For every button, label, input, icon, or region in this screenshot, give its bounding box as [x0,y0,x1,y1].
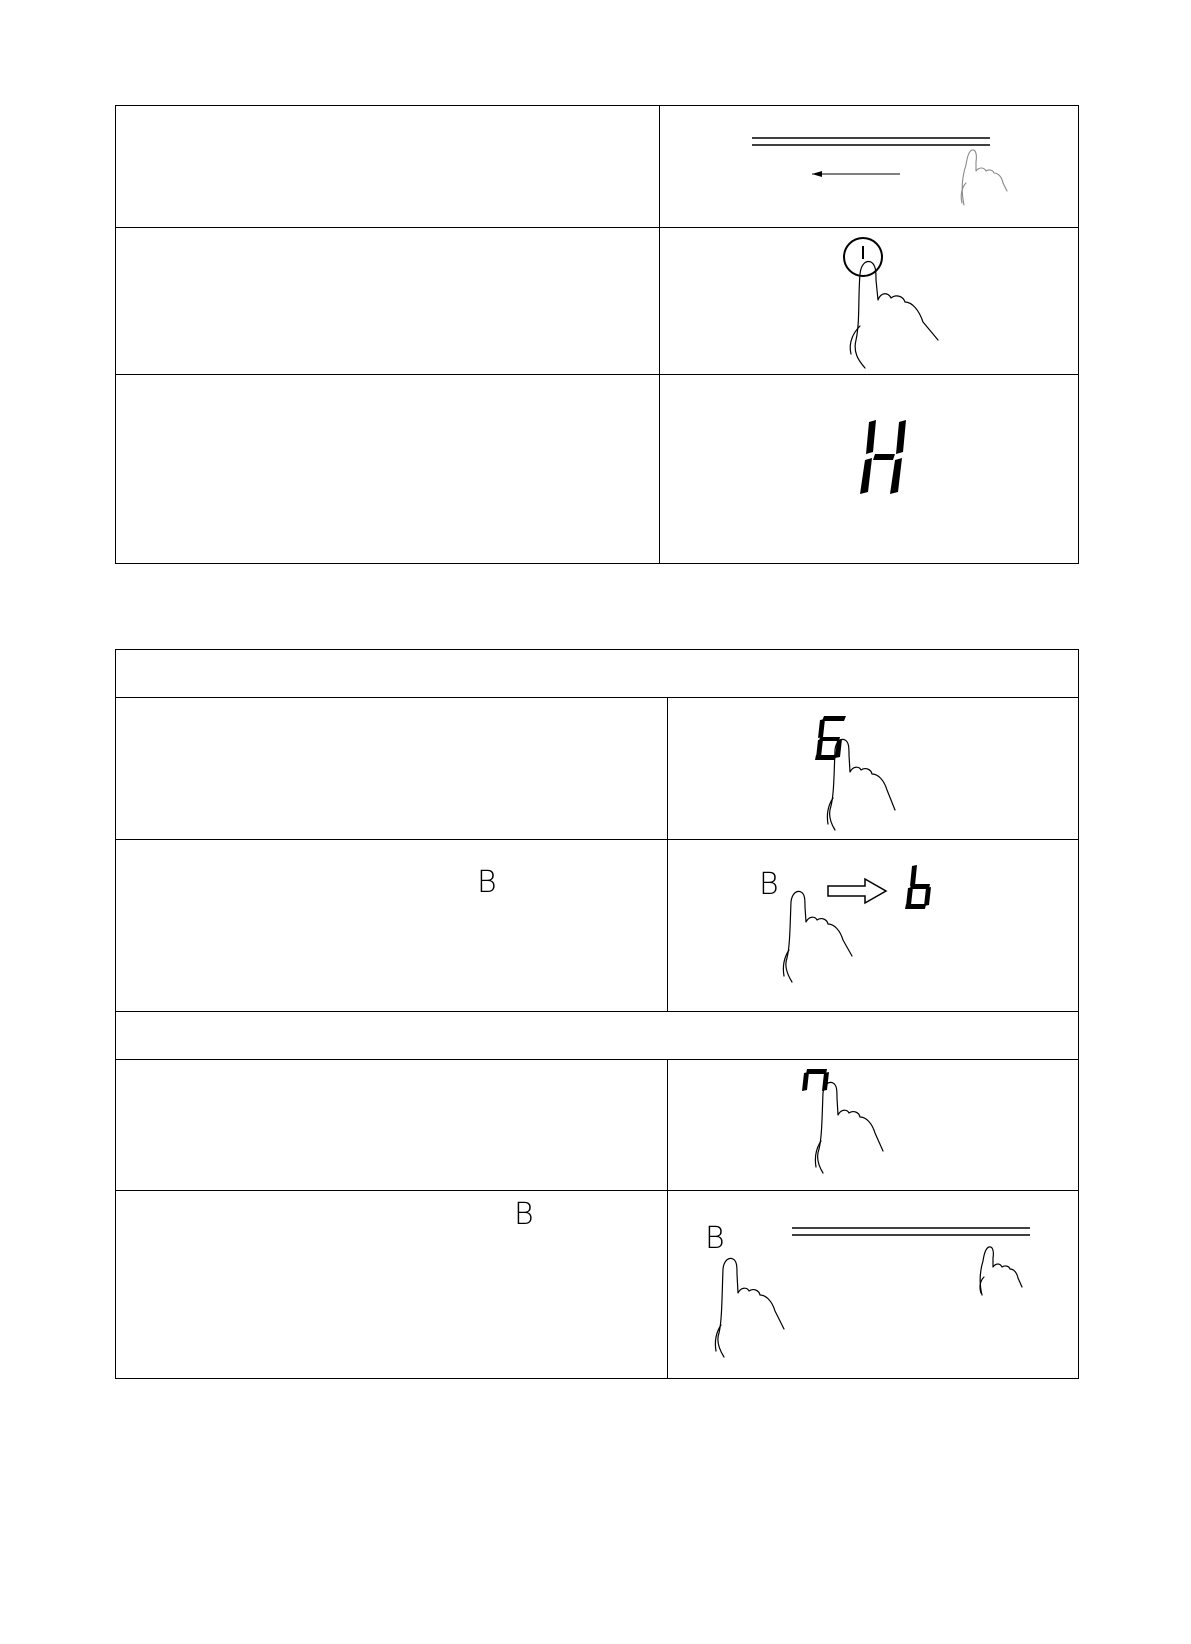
button-b-press-illustration [740,860,970,990]
table-2-section-divider-top [115,1011,1079,1012]
display-6-press-illustration [810,710,930,835]
power-button-press-illustration [820,230,960,370]
slider-track-icon [792,1228,1030,1235]
display-6-text: 6 [810,710,811,711]
display-h [855,418,935,498]
seven-segment-display [815,716,846,760]
illustration-button-b-2: B [705,1221,725,1256]
button-b-slider-illustration [700,1215,1060,1365]
table-1-row-divider-2 [115,374,1079,375]
display-b-text [910,870,911,871]
table-1-row-divider-1 [115,227,1079,228]
arrow-left-icon [812,171,900,177]
table-2-column-divider-a [667,697,668,1011]
button-b-label: B [477,865,497,900]
finger-touch-icon [961,150,1007,205]
display-h-text [855,418,856,419]
hollow-arrow-right-icon [828,879,886,903]
seven-segment-display [905,865,931,909]
finger-touch-icon [980,1247,1022,1295]
table-2-row-divider-1 [115,839,1079,840]
power-icon [844,238,882,276]
table-2-section-divider-bottom [115,1059,1079,1060]
seven-segment-display [802,1069,829,1091]
slider-track-icon [752,138,990,145]
button-b-label-2: B [514,1197,534,1232]
table-1-column-divider [659,105,660,564]
illustration-button-b: B [759,867,779,902]
seven-segment-display [855,418,935,498]
table-2-header-divider [115,697,1079,698]
table-2-column-divider-b [667,1059,668,1379]
finger-touch-icon [850,262,938,369]
finger-touch-icon [783,891,852,982]
finger-touch-icon [715,1258,784,1357]
slider-swipe-left-illustration [700,125,1040,215]
display-n-press-illustration [795,1063,905,1183]
display-n-text: n [795,1063,796,1064]
table-2-row-divider-2 [115,1190,1079,1191]
finger-touch-icon [815,1082,883,1173]
